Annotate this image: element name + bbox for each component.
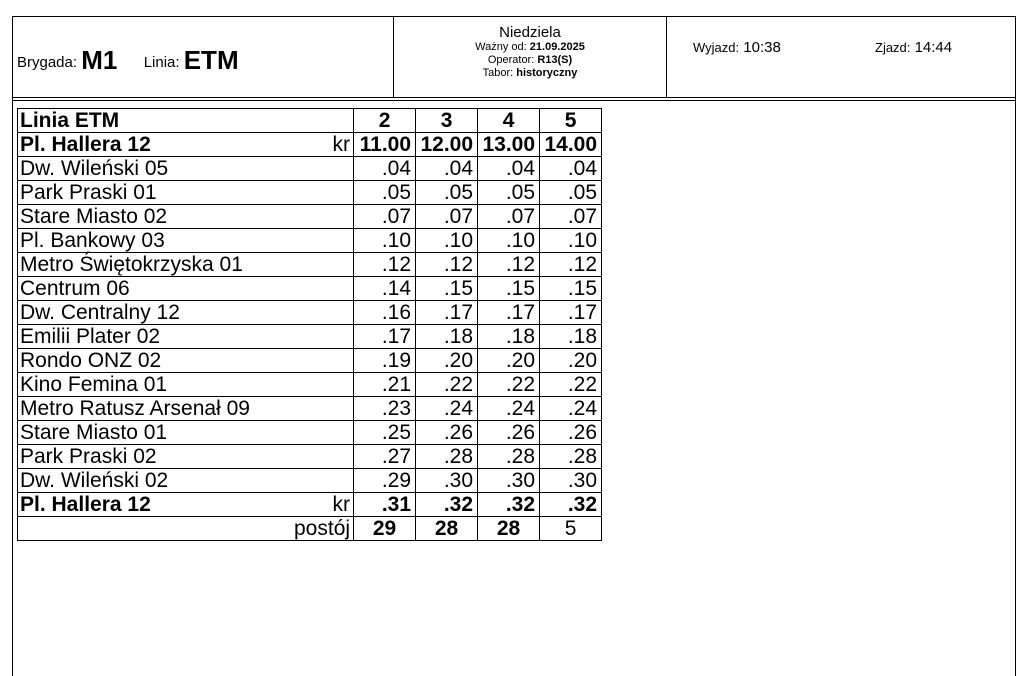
stop-mark: [294, 445, 354, 469]
departure-time: .05: [478, 181, 540, 205]
valid-value: 21.09.2025: [529, 41, 585, 53]
line-value: ETM: [183, 45, 239, 75]
departure-time: .07: [416, 205, 478, 229]
departure-time: .28: [416, 445, 478, 469]
departure-time: .27: [354, 445, 416, 469]
times-cell: [667, 17, 1015, 97]
header-divider: [13, 100, 1015, 101]
stop-mark: [294, 469, 354, 493]
departure-time: 14.00: [540, 133, 602, 157]
departure-time: .10: [478, 229, 540, 253]
stop-name: Stare Miasto 01: [18, 421, 295, 445]
validity-cell: [394, 17, 667, 97]
layover-value: 28: [416, 517, 478, 541]
header-kr-spacer: [294, 109, 354, 133]
departure-time: .14: [354, 277, 416, 301]
stop-mark: [294, 181, 354, 205]
departure-label: Wyjazd:: [693, 40, 740, 55]
brigade-line-cell: [13, 17, 394, 97]
schedule-card: [12, 16, 1016, 676]
departure-value: 10:38: [743, 39, 781, 56]
departure-time: .15: [478, 277, 540, 301]
stop-row: [18, 253, 602, 277]
column-header: 4: [478, 109, 540, 133]
departure-time: .25: [354, 421, 416, 445]
departure-time: .32: [478, 493, 540, 517]
departure-time: .22: [416, 373, 478, 397]
stop-mark: kr: [294, 133, 354, 157]
departure-time: .26: [540, 421, 602, 445]
departure-time: .17: [354, 325, 416, 349]
stop-name: Dw. Wileński 05: [18, 157, 295, 181]
stop-row: [18, 445, 602, 469]
departure-time: .12: [478, 253, 540, 277]
departure-time: .20: [416, 349, 478, 373]
departure-time: .07: [540, 205, 602, 229]
stop-name: Stare Miasto 02: [18, 205, 295, 229]
departure-time: 11.00: [354, 133, 416, 157]
departure-time: .17: [416, 301, 478, 325]
stop-mark: [294, 253, 354, 277]
stop-row: [18, 229, 602, 253]
departure-time: .12: [540, 253, 602, 277]
stop-row: [18, 205, 602, 229]
departure-time: .22: [478, 373, 540, 397]
stop-mark: [294, 325, 354, 349]
departure-time: .31: [354, 493, 416, 517]
operator: [394, 54, 666, 67]
stop-row: [18, 301, 602, 325]
layover-label: postój: [294, 517, 354, 541]
stop-mark: [294, 373, 354, 397]
departure: [693, 39, 781, 56]
valid-label: Ważny od:: [475, 41, 527, 53]
departure-time: .18: [416, 325, 478, 349]
stop-row: [18, 277, 602, 301]
return: [875, 39, 952, 56]
day-type: Niedziela: [499, 24, 561, 41]
stop-mark: [294, 157, 354, 181]
stop-name: Park Praski 02: [18, 445, 295, 469]
departure-time: .18: [540, 325, 602, 349]
stop-row: [18, 469, 602, 493]
timetable-header-row: [18, 109, 602, 133]
timetable: [17, 108, 602, 541]
departure-time: .18: [478, 325, 540, 349]
stop-name: Park Praski 01: [18, 181, 295, 205]
layover-value: 5: [540, 517, 602, 541]
stop-mark: [294, 349, 354, 373]
stop-name: Kino Femina 01: [18, 373, 295, 397]
stop-mark: [294, 421, 354, 445]
departure-time: .04: [354, 157, 416, 181]
departure-time: .05: [540, 181, 602, 205]
departure-time: .10: [354, 229, 416, 253]
column-header: 2: [354, 109, 416, 133]
stop-row: [18, 133, 602, 157]
departure-time: .07: [354, 205, 416, 229]
layover-value: 29: [354, 517, 416, 541]
stop-name: Metro Ratusz Arsenał 09: [18, 397, 295, 421]
stop-mark: [294, 205, 354, 229]
departure-time: .20: [540, 349, 602, 373]
departure-time: .12: [354, 253, 416, 277]
departure-time: .04: [540, 157, 602, 181]
stop-mark: [294, 229, 354, 253]
timetable-title: Linia ETM: [18, 109, 295, 133]
stop-row: [18, 181, 602, 205]
stop-row: [18, 421, 602, 445]
operator-label: Operator:: [487, 54, 535, 66]
stop-row: [18, 325, 602, 349]
stop-row: [18, 397, 602, 421]
departure-time: .05: [354, 181, 416, 205]
departure-time: .15: [416, 277, 478, 301]
layover-value: 28: [478, 517, 540, 541]
departure-time: .24: [540, 397, 602, 421]
departure-time: .10: [540, 229, 602, 253]
layover-spacer: [18, 517, 295, 541]
stop-name: Centrum 06: [18, 277, 295, 301]
departure-time: .24: [416, 397, 478, 421]
departure-time: .30: [478, 469, 540, 493]
stop-mark: [294, 301, 354, 325]
line-label: Linia:: [143, 54, 180, 71]
departure-time: .23: [354, 397, 416, 421]
stop-mark: [294, 277, 354, 301]
departure-time: .32: [416, 493, 478, 517]
stop-name: Emilii Plater 02: [18, 325, 295, 349]
column-header: 5: [540, 109, 602, 133]
departure-time: .12: [416, 253, 478, 277]
fleet-label: Tabor:: [482, 67, 514, 79]
departure-time: .20: [478, 349, 540, 373]
departure-time: .24: [478, 397, 540, 421]
brigade-value: M1: [81, 45, 118, 75]
header: [13, 17, 1015, 98]
stop-row: [18, 493, 602, 517]
departure-time: .29: [354, 469, 416, 493]
fleet-value: historyczny: [516, 67, 578, 79]
departure-time: .15: [540, 277, 602, 301]
stop-name: Metro Świętokrzyska 01: [18, 253, 295, 277]
departure-time: .17: [478, 301, 540, 325]
departure-time: .17: [540, 301, 602, 325]
departure-time: .04: [416, 157, 478, 181]
departure-time: .16: [354, 301, 416, 325]
stop-name: Rondo ONZ 02: [18, 349, 295, 373]
stop-name: Dw. Centralny 12: [18, 301, 295, 325]
departure-time: .30: [416, 469, 478, 493]
departure-time: .19: [354, 349, 416, 373]
operator-value: R13(S): [537, 54, 573, 66]
brigade-label: Brygada:: [17, 54, 78, 71]
departure-time: .28: [478, 445, 540, 469]
departure-time: .07: [478, 205, 540, 229]
stop-mark: [294, 397, 354, 421]
departure-time: .10: [416, 229, 478, 253]
departure-time: .28: [540, 445, 602, 469]
departure-time: .26: [478, 421, 540, 445]
departure-time: .04: [478, 157, 540, 181]
departure-time: .26: [416, 421, 478, 445]
valid-from: [394, 41, 666, 54]
stop-row: [18, 373, 602, 397]
stop-name: Pl. Hallera 12: [18, 133, 295, 157]
departure-time: .21: [354, 373, 416, 397]
fleet: [394, 67, 666, 80]
column-header: 3: [416, 109, 478, 133]
stop-row: [18, 349, 602, 373]
departure-time: .22: [540, 373, 602, 397]
layover-row: [18, 517, 602, 541]
stop-row: [18, 157, 602, 181]
departure-time: 13.00: [478, 133, 540, 157]
stop-name: Dw. Wileński 02: [18, 469, 295, 493]
return-value: 14:44: [914, 39, 953, 56]
stop-name: Pl. Bankowy 03: [18, 229, 295, 253]
departure-time: .32: [540, 493, 602, 517]
departure-time: .05: [416, 181, 478, 205]
departure-time: 12.00: [416, 133, 478, 157]
stop-mark: kr: [294, 493, 354, 517]
departure-time: .30: [540, 469, 602, 493]
return-label: Zjazd:: [875, 40, 911, 55]
stop-name: Pl. Hallera 12: [18, 493, 295, 517]
